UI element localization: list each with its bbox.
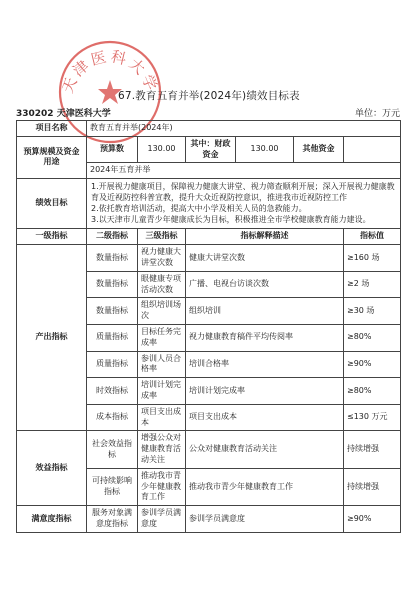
- indicator-row: [17, 245, 401, 272]
- description-cell: 视力健康教育稿件平均传阅率: [186, 324, 344, 351]
- level2-cell: 服务对象满意度指标: [87, 506, 138, 533]
- description-cell: 组织培训: [186, 298, 344, 325]
- level3-cell: 培训计划完成率: [138, 378, 186, 405]
- level3-cell: 参训人员合格率: [138, 351, 186, 378]
- level2-cell: 数量指标: [87, 298, 138, 325]
- description-cell: 推动我市青少年健康教育工作: [186, 468, 344, 505]
- budget-row: [17, 136, 401, 163]
- value-cell: 持续增强: [344, 431, 401, 468]
- goal-item: 2.依托教育培训活动，提高大中小学及相关人员的急救能力。: [91, 203, 307, 213]
- goals-content: [87, 179, 401, 229]
- level3-cell: 眼健康专项活动次数: [138, 271, 186, 298]
- level3-cell: 推动我市青少年健康教育工作: [138, 468, 186, 505]
- project-row: [17, 121, 401, 137]
- indicator-row: [17, 431, 401, 468]
- document-title: 67.教育五育并举(2024年)绩效目标表: [118, 90, 300, 102]
- header-level2: 二级指标: [87, 229, 138, 245]
- description-cell: 参训学员满意度: [186, 506, 344, 533]
- budget-label: 预算规模及资金用途: [17, 136, 87, 178]
- level3-cell: 目标任务完成率: [138, 324, 186, 351]
- level2-cell: 时效指标: [87, 378, 138, 405]
- level2-cell: 质量指标: [87, 324, 138, 351]
- value-cell: ≥80%: [344, 324, 401, 351]
- level1-satisfaction: 满意度指标: [17, 506, 87, 533]
- level2-cell: 成本指标: [87, 404, 138, 431]
- value-cell: ≤130 万元: [344, 404, 401, 431]
- description-cell: 培训合格率: [186, 351, 344, 378]
- value-cell: ≥30 场: [344, 298, 401, 325]
- level1-output: 产出指标: [17, 245, 87, 431]
- level2-cell: 质量指标: [87, 351, 138, 378]
- description-cell: 健康大讲堂次数: [186, 245, 344, 272]
- level2-cell: 数量指标: [87, 271, 138, 298]
- header-level1: 一级指标: [17, 229, 87, 245]
- level3-cell: 视力健康大讲堂次数: [138, 245, 186, 272]
- description-cell: 公众对健康教育活动关注: [186, 431, 344, 468]
- level3-cell: 参训学员满意度: [138, 506, 186, 533]
- budget-purpose: 2024年五育并举: [87, 163, 401, 179]
- header-level3: 三级指标: [138, 229, 186, 245]
- budget-amount-value: 130.00: [138, 136, 186, 163]
- fiscal-fund-label: 其中：财政资金: [186, 136, 236, 163]
- indicator-header-row: [17, 229, 401, 245]
- project-name-value: 教育五育并举(2024年): [87, 121, 401, 137]
- goal-item: 1.开展视力健康项目，保障视力健康大讲堂、视力筛查顺利开展；深入开展视力健康教育及近视防控科普宣教，提升大众近视防控意识，推进我市近视防控工作: [91, 182, 395, 202]
- level3-cell: 组织培训场次: [138, 298, 186, 325]
- level2-cell: 数量指标: [87, 245, 138, 272]
- level2-cell: 可持续影响指标: [87, 468, 138, 505]
- organization-code: 330202 天津医科大学: [16, 109, 111, 119]
- other-fund-label: 其他资金: [294, 136, 344, 163]
- value-cell: ≥90%: [344, 506, 401, 533]
- header-value: 指标值: [344, 229, 401, 245]
- indicator-row: [17, 506, 401, 533]
- level1-benefit: 效益指标: [17, 431, 87, 506]
- budget-amount-label: 预算数: [87, 136, 138, 163]
- goals-row: [17, 179, 401, 229]
- svg-text:天津医科大学: 天津医科大学: [58, 47, 162, 96]
- performance-table: [16, 120, 401, 533]
- goals-label: 绩效目标: [17, 179, 87, 229]
- other-fund-value: [344, 136, 401, 163]
- value-cell: ≥90%: [344, 351, 401, 378]
- header-description: 指标解释描述: [186, 229, 344, 245]
- description-cell: 项目支出成本: [186, 404, 344, 431]
- level3-cell: 增强公众对健康教育活动关注: [138, 431, 186, 468]
- level3-cell: 项目支出成本: [138, 404, 186, 431]
- value-cell: ≥80%: [344, 378, 401, 405]
- description-cell: 广播、电视台访谈次数: [186, 271, 344, 298]
- level2-cell: 社会效益指标: [87, 431, 138, 468]
- project-name-label: 项目名称: [17, 121, 87, 137]
- fiscal-fund-value: 130.00: [236, 136, 294, 163]
- goal-item: 3.以天津市儿童青少年健康成长为目标，积极推进全市学校健康教育能力建设。: [91, 214, 371, 224]
- unit-label: 单位：万元: [354, 109, 400, 119]
- value-cell: ≥160 场: [344, 245, 401, 272]
- description-cell: 培训计划完成率: [186, 378, 344, 405]
- value-cell: ≥2 场: [344, 271, 401, 298]
- value-cell: 持续增强: [344, 468, 401, 505]
